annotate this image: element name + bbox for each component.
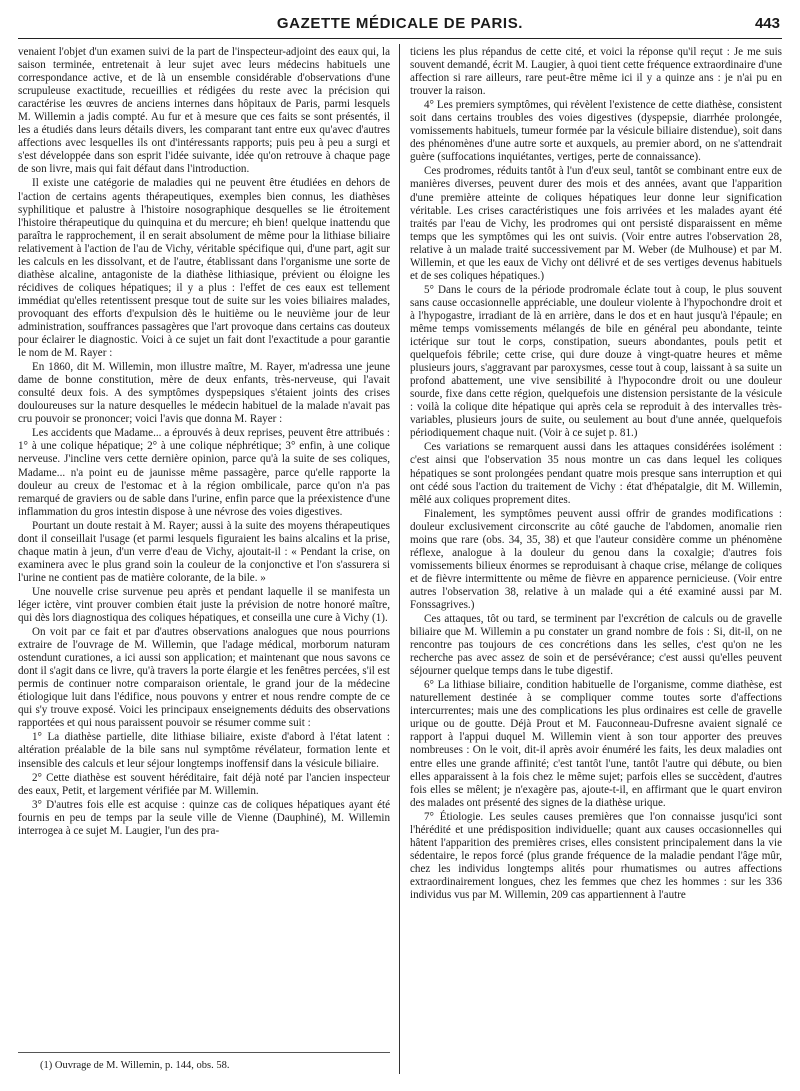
paragraph: Les accidents que Madame... a éprouvés à deux reprises, peuvent être attribués : 1° à une colique hépatique; 2° à une colique néphrétique; 3° enfin, à une colique nerveuse. J'incline vers cette dernière opinion, parce qu'à la suite de ses coliques, Madame... n'a point eu de jaunisse même passagère, parce qu'elle rapporte la douleur au creux de l'estomac et à la région ombilicale, parce qu'on n'a pas remarqué de graviers ou de sable dans l'urine, enfin parce que la préexistence d'une inflammation du gros intestin dispose à une névrose des voies digestives. — [18, 427, 390, 518]
paragraph: 2° Cette diathèse est souvent héréditaire, fait déjà noté par l'ancien inspecteur des eaux, Petit, et largement vérifiée par M. Willemin. — [18, 771, 390, 797]
paragraph: On voit par ce fait et par d'autres observations analogues que nous pourrions extraire de l'ouvrage de M. Willemin, que l'adage médical, morborum naturam ostendunt curationes, a ici aussi son application; et maintenant que nous savons ce dont il s'agit dans ce livre, qu'à travers la porte élargie et les fenêtres percées, s'il est permis de continuer notre comparaison orientale, le grand jour de la médecine étiologique luit dans l'édifice, nous pouvons y entrer et nous rendre compte de ce qui s'y trouve exposé. Voici les principaux enseignements déduits des observations rapportées et qui nous paraissent pouvoir se résumer comme suit : — [18, 626, 390, 730]
paragraph: Ces variations se remarquent aussi dans les attaques considérées isolément : c'est ainsi que l'observation 35 nous montre un cas dans lequel les coliques hépatiques se sont prolongées pendant quatre mois presque sans interruption et qui ont cédé sous l'action du traitement de Vichy : état d'hépatalgie, dit M. Willemin, mêlé aux coliques proprement dites. — [410, 441, 782, 506]
paragraph: Une nouvelle crise survenue peu après et pendant laquelle il se manifesta un léger ictère, vint prouver combien était juste la prévision de notre honoré maître, qui dès lors diagnostiqua des coliques hépatiques, et conseilla une cure à Vichy (1). — [18, 585, 390, 625]
paragraph: 5° Dans le cours de la période prodromale éclate tout à coup, le plus souvent sans cause occasionnelle appréciable, une douleur violente à l'hypochondre droit et à l'hypogastre, irradiant de là en arrière, dans le dos et en haut jusqu'à l'épaule; en même temps vomissements mélangés de bile en général peu abondante, teinte ictérique sur tout le corps, constipation, sueurs abondantes, pouls petit et quelquefois fébrile; cette crise, qui dure douze à vingt-quatre heures et même plusieurs jours, s'aggravant par paroxysmes, cesse tout à coup, laissant à sa suite un profond abattement, une vive sensibilité à l'hypocondre droit ou une douleur sourde, fixe dans cette région, quelquefois une distension persistante de la vésicule : voilà la colique dite hépatique qui après cela se reproduit à des intervalles très-variables, plusieurs jours de suite, ou seulement au bout d'une année, quelquefois périodiquement chaque nuit. (Voir à ce sujet p. 81.) — [410, 283, 782, 440]
paragraph: 6° La lithiase biliaire, condition habituelle de l'organisme, comme diathèse, est naturellement destinée à se compliquer comme toutes sorte d'affections intercurrentes; mais une des complications les plus ordinaires est celle de gravelle urique ou de goutte. Déjà Prout et M. Fauconneau-Dufresne avaient signalé ce rapport à l'appui duquel M. Willemin vient à son tour apporter des preuves nombreuses : On le voit, dit-il après avoir énuméré les faits, les deux maladies ont entre elles une grande affinité; c'est tantôt l'une, tantôt l'autre qui débute, ou bien elles apparaissent à la fois chez le même sujet; parfois elles se succèdent, d'autres fois elles se mêlent; je n'exagère pas, ajoute-t-il, en affirmant que le quart environ des malades ont présenté des signes de la diathèse urique. — [410, 679, 782, 809]
paragraph: Pourtant un doute restait à M. Rayer; aussi à la suite des moyens thérapeutiques dont il conseillait l'usage (et parmi lesquels figuraient les bains alcalins et la prise, chaque matin à jeun, d'un verre d'eau de Vichy, ajoutait-il : « Pendant la crise, on examinera avec le plus grand soin la couleur de la conjonctive et l'on s'assurera si l'urine ne contient pas de matière colorante, de la bile. » — [18, 519, 390, 584]
right-column — [410, 46, 782, 903]
footnote: (1) Ouvrage de M. Willemin, p. 144, obs. 58. — [40, 1060, 230, 1071]
journal-title: GAZETTE MÉDICALE DE PARIS. — [276, 15, 524, 32]
paragraph: venaient l'objet d'un examen suivi de la part de l'inspecteur-adjoint des eaux qui, la saison terminée, entretenait à leur sujet avec leurs médecins habituels une correspondance active, et de là un ensemble considérable d'observations d'une scrupuleuse exactitude, recueillies et rédigées du reste avec la précision qui caractérise les œuvres de anciens internes dans hôpitaux de Paris, parmi lesquels M. Willemin a jadis compté. Au fur et à mesure que ces faits se sont présentés, il les a étudiés dans leurs détails divers, les comparant tant entre eux qu'avec d'autres affections avec lesquelles ils ont d'intéressants rapports; puis peu à peu a surgi et s'est développée dans son esprit l'idée suivante, idée qu'on retrouve à chaque page de son livre, mais qui fait défaut dans l'introduction. — [18, 46, 390, 176]
paragraph: 7° Étiologie. Les seules causes premières que l'on connaisse jusqu'ici sont l'hérédité et une prédisposition individuelle; quant aux causes occasionnelles qui hâtent l'apparition des premières crises, elles consistent principalement dans la vie sédentaire, le repos forcé (plus grande fréquence de la maladie pendant l'âge mûr, chez les individus longtemps alités pour rhumatismes ou autres affections extraordinairement longues, chez les femmes que chez les hommes : sur les 336 individus vus par M. Willemin, 209 cas appartiennent à l'autre — [410, 810, 782, 901]
paragraph: Ces prodromes, réduits tantôt à l'un d'eux seul, tantôt se combinant entre eux de manières diverses, peuvent durer des mois et des années, avant que l'apparition d'une première atteinte de coliques hépatiques leur donne leur signification véritable. Les crises caractéristiques une fois arrivées et les malades ayant été traités par l'eau de Vichy, les prodromes qui ont persisté disparaissent en même temps que les symptômes qui les ont suivis. (Voir entre autres l'observation 28, relative à un malade traité successivement par M. Weber (de Mulhouse) et par M. Willemin, et que les eaux de Vichy ont délivré et de ses vertiges devenus habituels et de ses coliques hépatiques.) — [410, 165, 782, 282]
paragraph: En 1860, dit M. Willemin, mon illustre maître, M. Rayer, m'adressa une jeune dame de bonne constitution, mère de deux enfants, très-nerveuse, qui l'avait consulté deux fois. A des symptômes dyspepsiques s'étaient joints des crises douloureuses sur la nature desquelles le médecin habituel de la malade n'avait pas cru pouvoir se prononcer; voici l'avis que donna M. Rayer : — [18, 361, 390, 426]
paragraph: 4° Les premiers symptômes, qui révèlent l'existence de cette diathèse, consistent soit dans certains troubles des voies digestives (dyspepsie, diarrhée prolongée, vomissements habituels, tumeur formée par la vésicule biliaire distendue), soit dans des phénomènes d'une autre sorte et auxquels, au premier abord, on ne s'attendrait guère (suffocations inquiétantes, vertiges, perte de connaissance). — [410, 99, 782, 164]
paragraph: Finalement, les symptômes peuvent aussi offrir de grandes modifications : douleur exclusivement circonscrite au côté gauche de l'abdomen, anomalie rien moins que rare (obs. 34, 35, 38) et que l'auteur considère comme un phénomène réflexe, analogue à la douleur du genou dans la coxalgie; d'autres fois vomissements bilieux énormes se reproduisant à chaque crise, mélange de coliques et de fièvre intermittente ou même de fièvre en apparence pernicieuse. (Voir entre autres l'observation 38, relative à un malade qui a été examiné aussi par M. Fonssagrives.) — [410, 507, 782, 611]
page-number: 443 — [754, 15, 780, 32]
paragraph: Il existe une catégorie de maladies qui ne peuvent être étudiées en dehors de l'action de certains agents thérapeutiques, exemples bien connus, les diathèses syphilitique et palustre à l'histoire nosographique desquelles se lie étroitement l'histoire thérapeutique du quinquina et du mercure; eh bien! quelque inattendu que paraîtra le rapprochement, il en serait absolument de même pour la lithiase biliaire relativement à l'action de l'au de Vichy, véritable spécifique qui, d'une part, agit sur les calculs en les dissolvant, et de l'autre, établissant dans l'organisme une sorte de diathèse alcaline, antagoniste de la diathèse lithiasique, prévient ou éloigne les récidives de coliques hépatiques; il y a plus : l'effet de ces eaux est tellement immédiat qu'elles retentissent presque tout de suite sur les voies biliaires malades, provoquant des efforts d'expulsion dès le huitième ou le neuvième jour de leur administration, souffrances passagères que l'art provoque dans certains cas douteux pour éclairer le diagnostic. Voici à ce sujet un fait dont l'exactitude a pour garantie le nom de M. Rayer : — [18, 177, 390, 360]
paragraph: ticiens les plus répandus de cette cité, et voici la réponse qu'il reçut : Je me suis souvent demandé, écrit M. Laugier, à quoi tient cette fréquence extraordinaire d'une affection si rare ailleurs, rare peut-être même ici il y a quinze ans : je n'ai pu en trouver la raison. — [410, 46, 782, 98]
page-header — [18, 10, 782, 39]
paragraph: 3° D'autres fois elle est acquise : quinze cas de coliques hépatiques ayant été fournis en peu de temps par la seule ville de Vienne (Dauphiné), M. Willemin interrogea à ce sujet M. Laugier, l'un des pra- — [18, 798, 390, 837]
left-column — [18, 46, 390, 839]
paragraph: 1° La diathèse partielle, dite lithiase biliaire, existe d'abord à l'état latent : altération préalable de la bile sans nul symptôme révélateur, formation lente et insensible des calculs et leur séjour longtemps inoffensif dans la vésicule biliaire. — [18, 731, 390, 770]
column-divider — [399, 44, 400, 1074]
footnote-divider — [18, 1052, 390, 1053]
paragraph: Ces attaques, tôt ou tard, se terminent par l'excrétion de calculs ou de gravelle biliaire que M. Willemin a pu constater un grand nombre de fois : Si, dit-il, on ne rencontre pas toujours de ces concrétions dans les selles, c'est qu'on ne les recherche pas avec assez de soin et de persévérance; c'est aussi qu'elles peuvent séjourner quelque temps dans le tube digestif. — [410, 613, 782, 678]
